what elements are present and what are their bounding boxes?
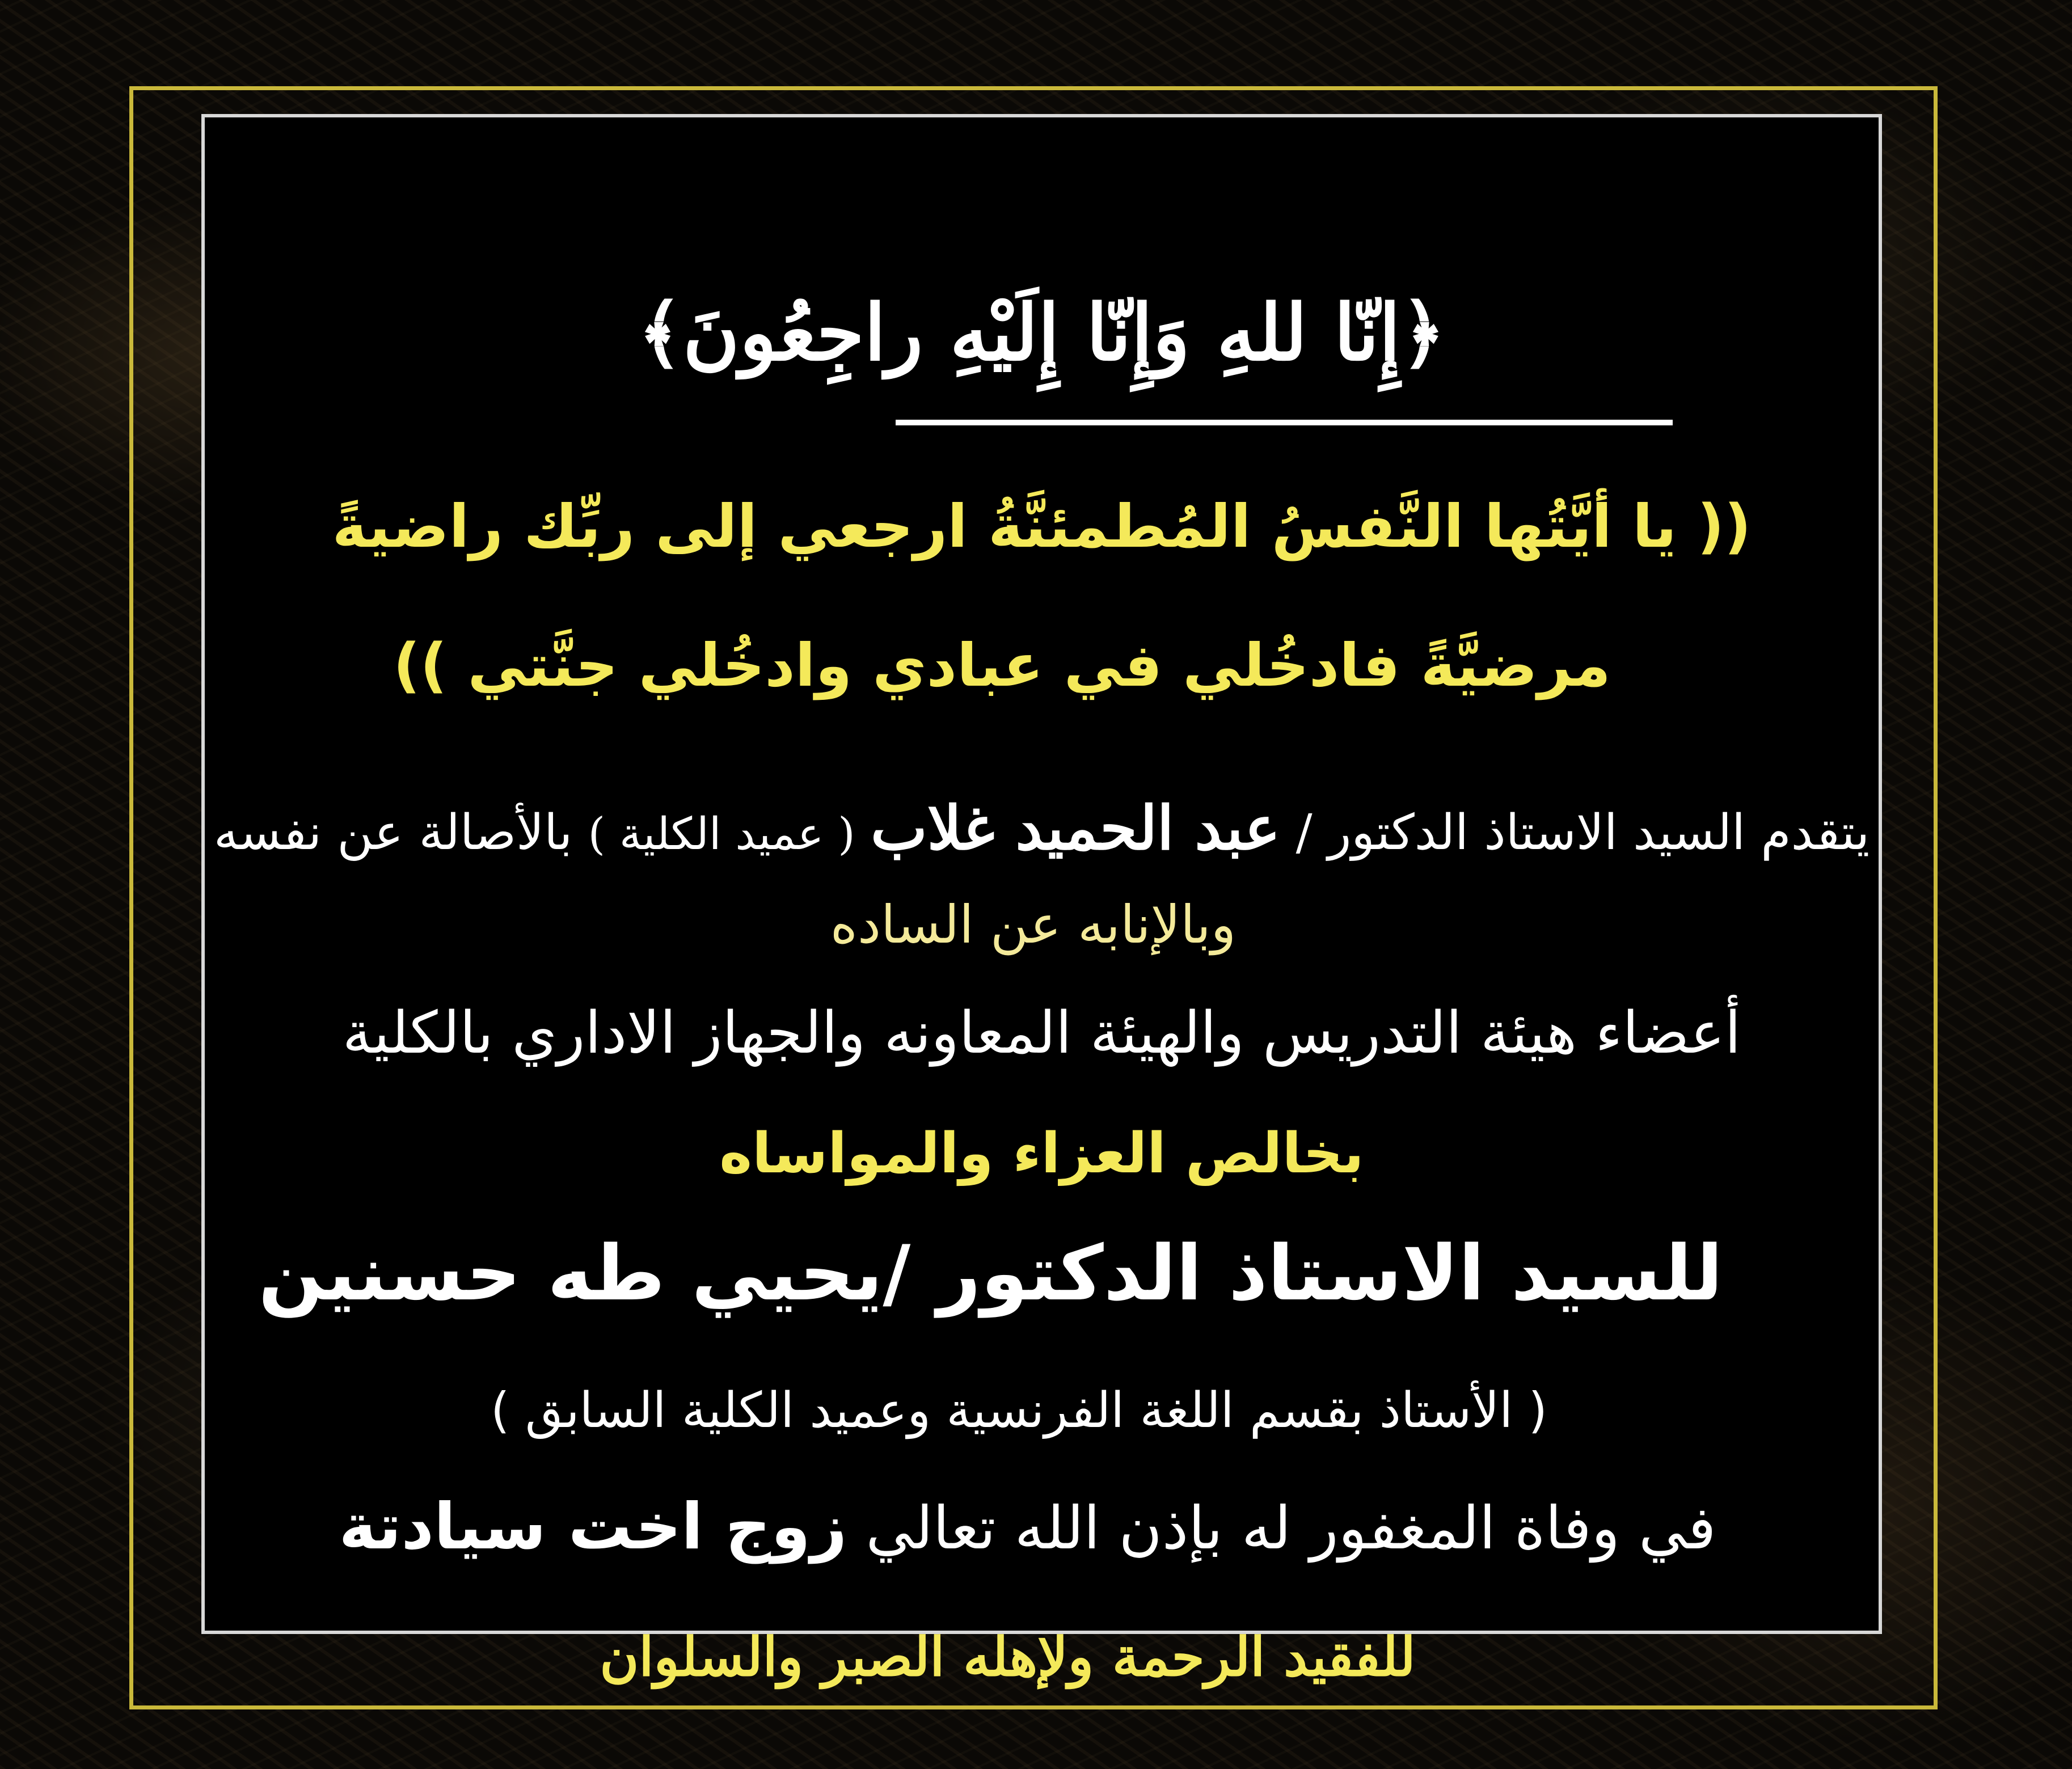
- title-divider: [896, 420, 1673, 425]
- death-line-relation: زوج اخت سيادتة: [339, 1490, 847, 1564]
- prayer-line: للفقيد الرحمة ولإهله الصبر والسلوان: [600, 1626, 1416, 1688]
- offer-role: ( عميد الكلية ): [588, 809, 855, 860]
- recipient-line: للسيد الاستاذ الدكتور /يحيي طه حسنين: [258, 1229, 1723, 1318]
- offer-suffix: بالأصالة عن نفسه: [213, 804, 573, 861]
- condolence-panel: [201, 114, 1882, 1688]
- condolence-line: بخالص العزاء والمواساه: [719, 1121, 1364, 1186]
- recipient-title: ( الأستاذ بقسم اللغة الفرنسية وعميد الكلية السابق ): [490, 1382, 1548, 1439]
- staff-line: أعضاء هيئة التدريس والهيئة المعاونه والجهاز الاداري بالكلية: [342, 999, 1741, 1067]
- death-line-prefix: في وفاة المغفور له بإذن الله تعالي: [866, 1493, 1716, 1563]
- death-line: [191, 1490, 1864, 1564]
- offer-prefix: يتقدم السيد الاستاذ الدكتور /: [1295, 804, 1870, 861]
- offer-line: [205, 792, 1879, 863]
- verse-line-1: (( يا أيَّتُها النَّفسُ المُطمئنَّةُ ارجعي إلى ربِّك راضيةً: [332, 492, 1752, 561]
- offer-name: عبد الحميد غلاب: [871, 792, 1281, 863]
- verse-line-2: مرضيَّةً فادخُلي في عبادي وادخُلي جنَّتي )): [393, 631, 1611, 700]
- quran-verse-title: ﴿إِنّا للهِ وَإِنّا إِلَيْهِ راجِعُونَ﴾: [638, 288, 1446, 378]
- behalf-line: وبالإنابه عن الساده: [830, 894, 1237, 955]
